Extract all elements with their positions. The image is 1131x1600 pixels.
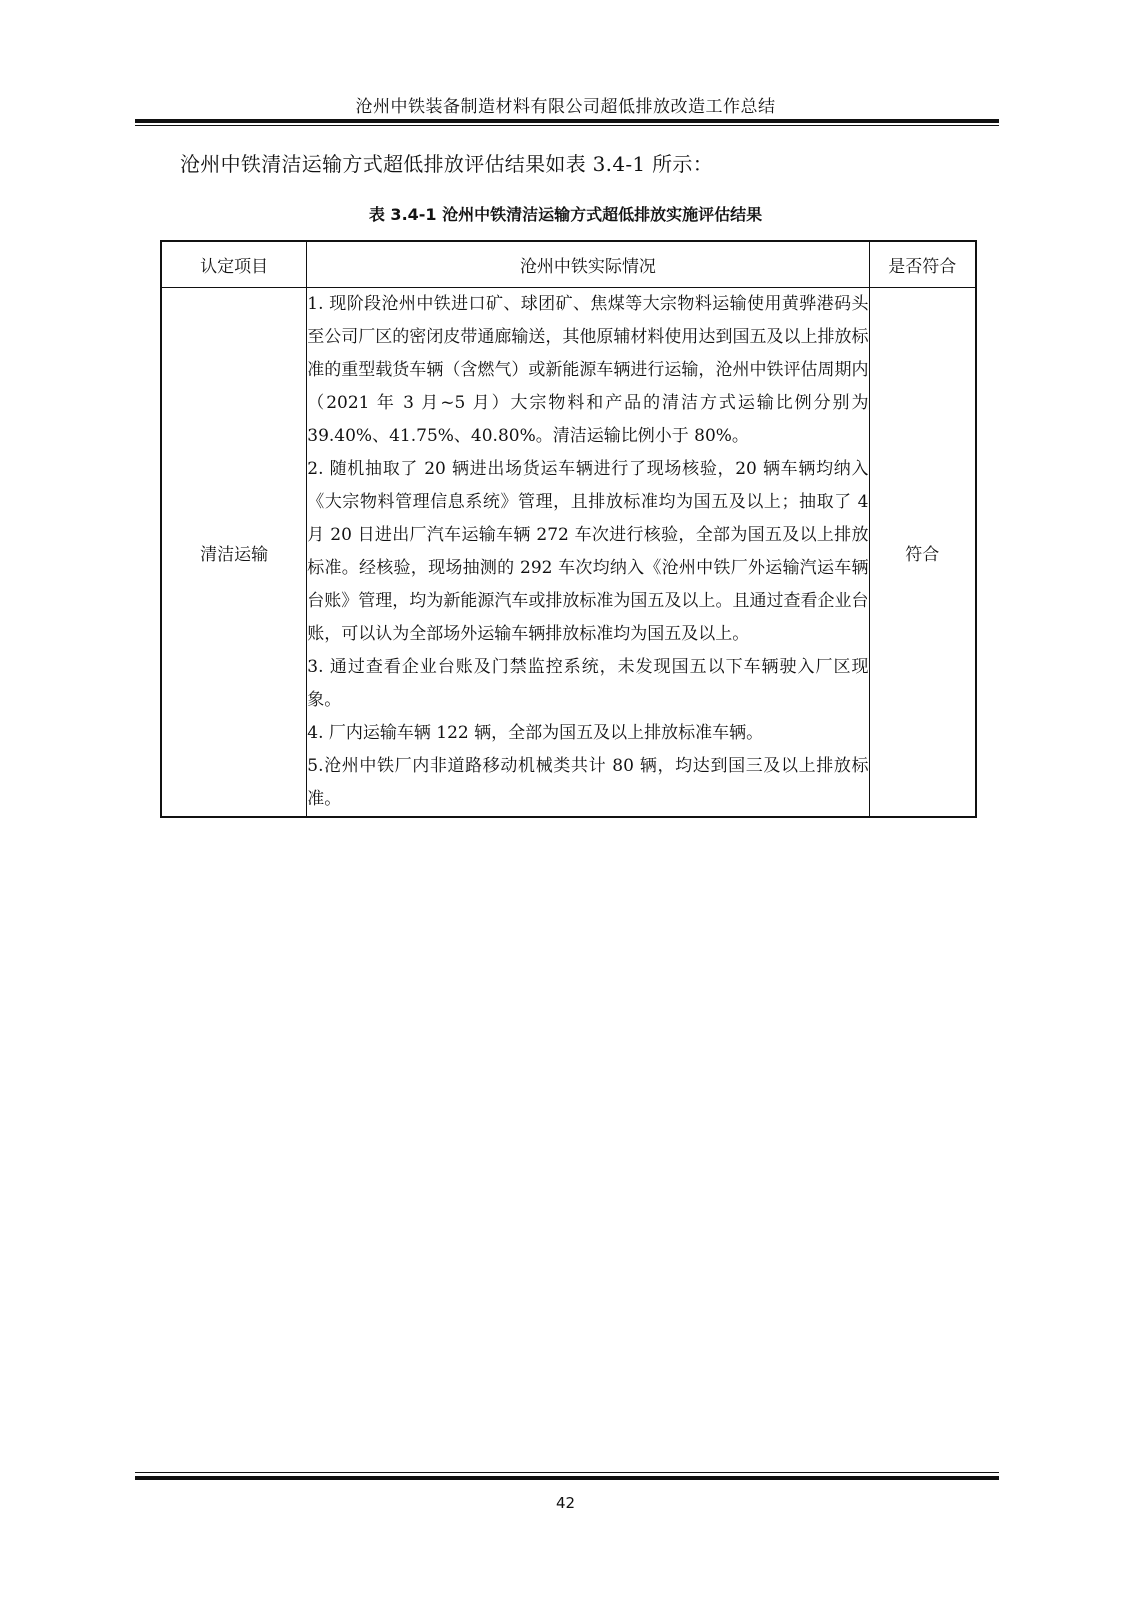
detail-point-4: 4. 厂内运输车辆 122 辆，全部为国五及以上排放标准车辆。	[307, 723, 764, 743]
footer-rule-thick	[135, 1476, 999, 1480]
table-header-row	[161, 241, 976, 288]
footer-rule-thin	[135, 1472, 999, 1473]
detail-point-5: 5.沧州中铁厂内非道路移动机械类共计 80 辆，均达到国三及以上排放标准。	[307, 756, 869, 809]
intro-paragraph: 沧州中铁清洁运输方式超低排放评估结果如表 3.4-1 所示：	[180, 152, 714, 176]
table-row	[161, 288, 976, 818]
detail-point-2: 2. 随机抽取了 20 辆进出场货运车辆进行了现场核验，20 辆车辆均纳入《大宗物料管理信息系统》管理，且排放标准均为国五及以上；抽取了 4 月 20 日进出厂汽车运输车辆 272 车次进行核验，全部为国五及以上排放标准。经核验，现场抽测的 292 车次均纳入《沧州中铁厂外运输汽运车辆台账》管理，均为新能源汽车或排放标准为国五及以上。且通过查看企业台账，可以认为全部场外运输车辆排放标准均为国五及以上。	[307, 459, 869, 644]
detail-point-1: 1. 现阶段沧州中铁进口矿、球团矿、焦煤等大宗物料运输使用黄骅港码头至公司厂区的密闭皮带通廊输送，其他原辅材料使用达到国五及以上排放标准的重型载货车辆（含燃气）或新能源车辆进行运输，沧州中铁评估周期内（2021 年 3 月~5 月）大宗物料和产品的清洁方式运输比例分别为 39.40%、41.75%、40.80%。清洁运输比例小于 80%。	[307, 294, 869, 446]
detail-point-3: 3. 通过查看企业台账及门禁监控系统，未发现国五以下车辆驶入厂区现象。	[307, 657, 869, 710]
page-number: 42	[555, 1494, 576, 1512]
header-detail: 沧州中铁实际情况	[307, 241, 869, 288]
header-item: 认定项目	[161, 241, 307, 288]
page-header-title: 沧州中铁装备制造材料有限公司超低排放改造工作总结	[355, 97, 776, 117]
row-detail	[307, 288, 869, 818]
header-conform: 是否符合	[869, 241, 976, 288]
evaluation-table	[160, 240, 977, 818]
row-item: 清洁运输	[161, 288, 307, 818]
table-caption: 表 3.4-1 沧州中铁清洁运输方式超低排放实施评估结果	[368, 205, 763, 224]
row-conform: 符合	[869, 288, 976, 818]
header-rule-thin	[135, 125, 999, 126]
header-rule-thick	[135, 119, 999, 123]
